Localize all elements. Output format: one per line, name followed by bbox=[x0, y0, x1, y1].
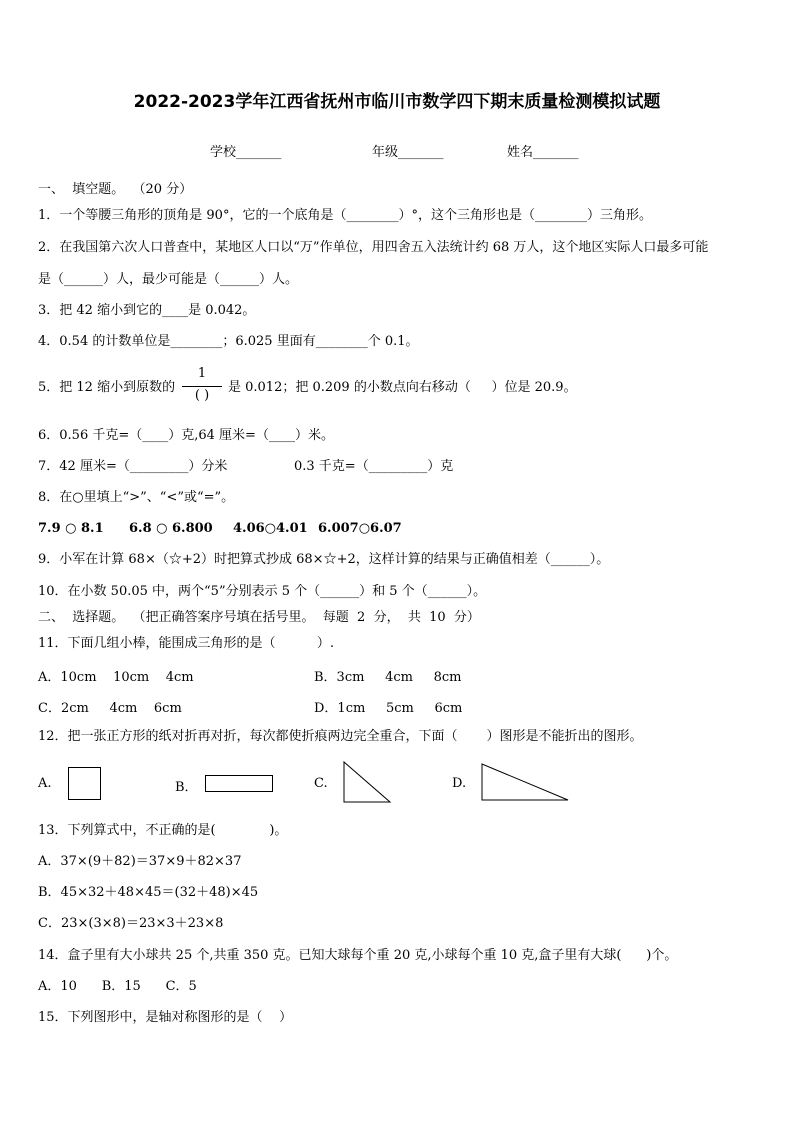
q12-label-d: D. bbox=[452, 776, 467, 791]
question-8: 8．在○里填上“>”、“<”或“=”。 bbox=[38, 490, 235, 505]
question-7-part-1: 7．42 厘米=（_________）分米 bbox=[38, 459, 228, 474]
page-title: 2022-2023学年江西省抚州市临川市数学四下期末质量检测模拟试题 bbox=[133, 92, 661, 112]
q8-item: 6.8 ○ 6.800 bbox=[129, 521, 213, 536]
q8-item: 7.9 ○ 8.1 bbox=[38, 521, 104, 536]
question-10: 10．在小数 50.05 中，两个“5”分别表示 5 个（______）和 5 个（______）。 bbox=[38, 584, 487, 599]
q14-options: A．10 B．15 C．5 bbox=[38, 979, 197, 994]
q11-option-a: A．10cm 10cm 4cm bbox=[38, 670, 194, 685]
q11-option-b: B．3cm 4cm 8cm bbox=[314, 670, 462, 685]
question-15: 15．下列图形中，是轴对称图形的是（ ） bbox=[38, 1010, 293, 1025]
name-field: 姓名_______ bbox=[507, 145, 579, 160]
q13-option-b: B．45×32＋48×45＝(32＋48)×45 bbox=[38, 885, 259, 900]
question-12: 12．把一张正方形的纸对折再对折，每次都使折痕两边完全重合，下面（ ）图形是不能折出的图形。 bbox=[38, 729, 643, 744]
question-4: 4．0.54 的计数单位是________；6.025 里面有________个 0.1。 bbox=[38, 334, 419, 349]
question-6: 6．0.56 千克=（____）克,64 厘米=（____）米。 bbox=[38, 428, 334, 443]
question-2-line-2: 是（______）人，最少可能是（______）人。 bbox=[38, 272, 299, 287]
right-isosceles-triangle-shape bbox=[340, 760, 394, 804]
question-11: 11．下面几组小棒，能围成三角形的是（ ）. bbox=[38, 636, 334, 651]
right-triangle-shape bbox=[478, 762, 572, 804]
q13-option-c: C．23×(3×8)＝23×3＋23×8 bbox=[38, 916, 224, 931]
question-5-fraction bbox=[180, 366, 224, 406]
square-shape bbox=[68, 767, 101, 800]
question-3: 3．把 42 缩小到它的____是 0.042。 bbox=[38, 303, 256, 318]
q12-label-c: C. bbox=[314, 776, 328, 791]
q8-item: 4.06○4.01 bbox=[233, 521, 308, 536]
question-14: 14．盒子里有大小球共 25 个,共重 350 克。已知大球每个重 20 克,小球每个重 10 克,盒子里有大球( )个。 bbox=[38, 948, 678, 963]
question-13: 13．下列算式中，不正确的是( )。 bbox=[38, 823, 288, 838]
section-1-heading: 一、 填空题。 （20 分） bbox=[38, 182, 193, 197]
question-1: 1．一个等腰三角形的顶角是 90°，它的一个底角是（________）°，这个三角形也是（________）三角形。 bbox=[38, 208, 652, 223]
rectangle-shape bbox=[205, 775, 273, 792]
question-7-part-2: 0.3 千克=（_________）克 bbox=[294, 459, 454, 474]
grade-field: 年级_______ bbox=[372, 145, 444, 160]
q8-item: 6.007○6.07 bbox=[318, 521, 402, 536]
q13-option-a: A．37×(9＋82)＝37×9＋82×37 bbox=[38, 854, 242, 869]
fraction-denominator: ( ) bbox=[194, 388, 210, 403]
q11-option-c: C．2cm 4cm 6cm bbox=[38, 701, 182, 716]
question-5-part-1: 5．把 12 缩小到原数的 bbox=[38, 380, 176, 395]
question-2-line-1: 2．在我国第六次人口普查中，某地区人口以“万”作单位，用四舍五入法统计约 68 万人，这个地区实际人口最多可能 bbox=[38, 240, 709, 255]
question-9: 9．小军在计算 68×（☆+2）时把算式抄成 68×☆+2，这样计算的结果与正确值相差（______）。 bbox=[38, 552, 610, 567]
school-field: 学校_______ bbox=[210, 145, 282, 160]
fraction-numerator: 1 bbox=[197, 366, 207, 381]
question-5-part-2: 是 0.012；把 0.209 的小数点向右移动（ ）位是 20.9。 bbox=[228, 380, 577, 395]
q12-label-b: B． bbox=[175, 780, 198, 795]
fraction-bar bbox=[182, 386, 222, 387]
section-2-heading: 二、 选择题。 （把正确答案序号填在括号里。 每题 2 分， 共 10 分） bbox=[38, 610, 480, 625]
q11-option-d: D．1cm 5cm 6cm bbox=[314, 701, 463, 716]
q12-label-a: A. bbox=[38, 776, 52, 791]
